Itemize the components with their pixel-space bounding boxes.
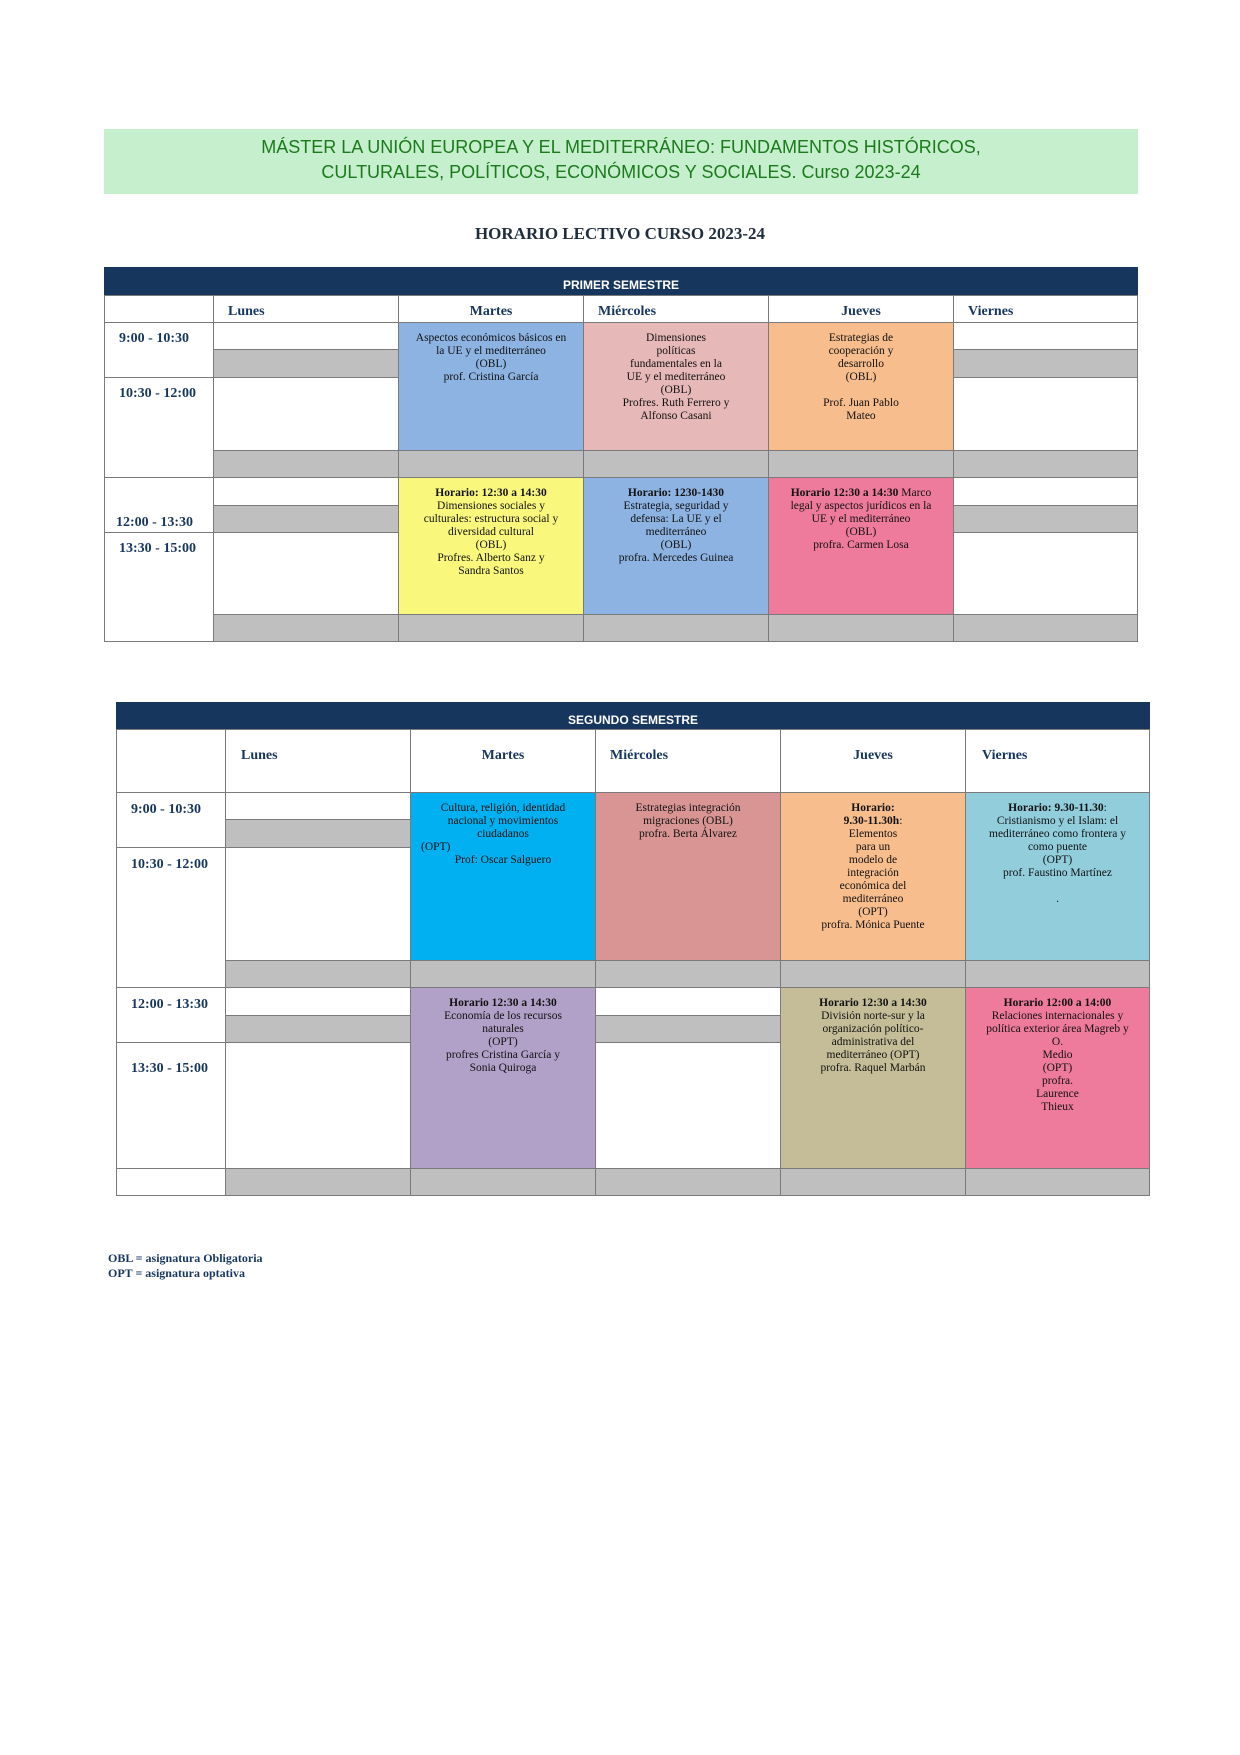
course-schedule: Horario: 12:30 a 14:30 xyxy=(435,487,547,499)
sem1-lunes-break xyxy=(213,505,399,533)
course-line: Estrategia, seguridad y xyxy=(623,500,729,512)
course-marco-legal xyxy=(768,477,954,615)
course-line: Dimensiones sociales y xyxy=(437,500,545,512)
title-line-1: MÁSTER LA UNIÓN EUROPEA Y EL MEDITERRÁNEO: FUNDAMENTOS HISTÓRICOS, xyxy=(261,137,981,157)
course-line: cooperación y xyxy=(828,345,894,357)
sem2-martes-break xyxy=(410,1168,596,1196)
legend-opt: OPT = asignatura optativa xyxy=(108,1266,245,1280)
course-line: para un xyxy=(855,841,891,853)
course-line: culturales: estructura social y xyxy=(423,513,559,525)
course-schedule: Horario 12:00 a 14:00 xyxy=(1003,997,1112,1009)
course-line: profra. Mónica Puente xyxy=(821,919,925,931)
sem1-viernes-break xyxy=(953,614,1138,642)
sem2-lunes-break xyxy=(225,819,411,848)
sem2-lunes-break xyxy=(225,1168,411,1196)
course-title-line xyxy=(775,487,947,500)
course-line: modelo de xyxy=(848,854,898,866)
course-line: . xyxy=(1056,893,1059,905)
sem1-day-lunes: Lunes xyxy=(213,295,399,323)
sem1-time-1200: 12:00 - 13:30 xyxy=(104,477,214,533)
sem2-miercoles-break xyxy=(595,960,781,988)
sem1-lunes-break xyxy=(213,349,399,378)
course-line: económica del xyxy=(839,880,907,892)
sem2-viernes-break xyxy=(965,960,1150,988)
legend-obl: OBL = asignatura Obligatoria xyxy=(108,1251,263,1265)
sem1-title-bar xyxy=(104,267,1138,295)
sem1-miercoles-break xyxy=(583,614,769,642)
sem1-lunes-break xyxy=(213,614,399,642)
sem2-title: SEGUNDO SEMESTRE xyxy=(567,713,699,727)
course-cultura-religion xyxy=(410,792,596,961)
sem2-time-1330: 13:30 - 15:00 xyxy=(116,1042,226,1169)
course-line: Estrategias de xyxy=(828,332,894,344)
sem1-martes-break xyxy=(398,614,584,642)
sem2-martes-break xyxy=(410,960,596,988)
sem1-viernes-slot xyxy=(953,322,1138,350)
course-division-norte-sur xyxy=(780,987,966,1169)
sem1-day-martes: Martes xyxy=(398,295,584,323)
sem1-corner-cell xyxy=(104,295,214,323)
course-line: ciudadanos xyxy=(477,828,529,840)
course-line: naturales xyxy=(482,1023,524,1035)
course-relaciones-internacionales xyxy=(965,987,1150,1169)
course-cristianismo-islam xyxy=(965,792,1150,961)
title-banner xyxy=(104,129,1138,194)
course-line: diversidad cultural xyxy=(448,526,534,538)
sem1-time-1030: 10:30 - 12:00 xyxy=(104,377,214,478)
sem1-lunes-slot xyxy=(213,477,399,506)
course-line: (OBL) xyxy=(845,371,877,383)
course-dimensiones-politicas xyxy=(583,322,769,451)
course-line: administrativa del xyxy=(831,1036,915,1048)
course-line: fundamentales en la xyxy=(630,358,722,370)
course-type: (OPT) xyxy=(421,841,451,853)
sem2-jueves-break xyxy=(780,960,966,988)
sem2-corner-cell xyxy=(116,729,226,793)
sem2-miercoles-slot xyxy=(595,987,781,1016)
title-line-2: CULTURALES, POLÍTICOS, ECONÓMICOS Y SOCIALES. Curso 2023-24 xyxy=(321,162,921,182)
sem1-day-viernes: Viernes xyxy=(953,295,1138,323)
course-line: Marco xyxy=(898,487,932,499)
sem1-jueves-break xyxy=(768,614,954,642)
course-schedule: Horario: 9.30-11.30 xyxy=(1008,802,1104,814)
sem1-time-0900: 9:00 - 10:30 xyxy=(104,322,214,378)
course-line: Estrategias integración xyxy=(635,802,741,814)
course-line: mediterráneo xyxy=(645,526,707,538)
course-schedule: Horario 12:30 a 14:30 xyxy=(790,487,899,499)
sem1-viernes-slot xyxy=(953,477,1138,506)
course-line: Prof. Juan Pablo xyxy=(823,397,899,409)
sem2-lunes-slot xyxy=(225,987,411,1016)
sem2-time-1200: 12:00 - 13:30 xyxy=(116,987,226,1043)
sem2-lunes-slot xyxy=(225,847,411,961)
course-line: profra. Mercedes Guinea xyxy=(618,552,734,564)
course-estrategias-cooperacion xyxy=(768,322,954,451)
sem2-day-viernes: Viernes xyxy=(965,729,1150,793)
course-estrategia-seguridad xyxy=(583,477,769,615)
course-line: profra. Raquel Marbán xyxy=(820,1062,926,1074)
sem2-title-bar xyxy=(116,702,1150,730)
course-estrategias-integracion xyxy=(595,792,781,961)
sem1-viernes-slot xyxy=(953,532,1138,615)
course-line: (OPT) xyxy=(1042,854,1073,866)
sem1-lunes-slot xyxy=(213,377,399,451)
course-economia-recursos xyxy=(410,987,596,1169)
course-line: profra. xyxy=(1042,1075,1073,1087)
course-dimensiones-sociales xyxy=(398,477,584,615)
sem2-jueves-break xyxy=(780,1168,966,1196)
course-line: Mateo xyxy=(846,410,876,422)
course-line: Thieux xyxy=(1041,1101,1074,1113)
course-line: Elementos xyxy=(848,828,898,840)
sem1-jueves-break xyxy=(768,450,954,478)
course-elementos-integracion xyxy=(780,792,966,961)
sem1-time-1330: 13:30 - 15:00 xyxy=(104,532,214,642)
course-line: UE y el mediterráneo xyxy=(626,371,726,383)
sem2-day-lunes: Lunes xyxy=(225,729,411,793)
course-line: políticas xyxy=(656,345,696,357)
sem1-viernes-break xyxy=(953,505,1138,533)
course-line: (OBL) xyxy=(845,526,877,538)
course-line: (OBL) xyxy=(475,539,507,551)
course-schedule: Horario 12:30 a 14:30 xyxy=(819,997,927,1009)
sem1-day-jueves: Jueves xyxy=(768,295,954,323)
sem1-day-miercoles: Miércoles xyxy=(583,295,769,323)
course-line: organización político- xyxy=(822,1023,924,1035)
sem2-lunes-break xyxy=(225,1015,411,1043)
course-line: (OBL) xyxy=(475,358,507,370)
course-line: mediterráneo como frontera y xyxy=(989,828,1126,840)
sem2-time-empty xyxy=(116,1168,226,1196)
course-line: profra. Berta Álvarez xyxy=(638,828,737,840)
course-aspectos-economicos xyxy=(398,322,584,451)
course-line: profres Cristina García y xyxy=(445,1049,560,1061)
sem2-day-jueves: Jueves xyxy=(780,729,966,793)
course-line: Sandra Santos xyxy=(458,565,524,577)
course-line: Sonia Quiroga xyxy=(469,1062,537,1074)
course-line: Medio xyxy=(1042,1049,1073,1061)
course-line: Alfonso Casani xyxy=(640,410,712,422)
sem2-day-miercoles: Miércoles xyxy=(595,729,781,793)
sem1-lunes-break xyxy=(213,450,399,478)
sem1-title: PRIMER SEMESTRE xyxy=(562,278,679,292)
course-line: : xyxy=(899,815,903,827)
sem1-martes-break xyxy=(398,450,584,478)
course-line: Prof: Oscar Salguero xyxy=(454,854,552,866)
course-line: Laurence xyxy=(1036,1088,1079,1100)
sem2-time-0900: 9:00 - 10:30 xyxy=(116,792,226,848)
sem1-lunes-slot xyxy=(213,322,399,350)
sem1-viernes-break xyxy=(953,450,1138,478)
sem2-viernes-break xyxy=(965,1168,1150,1196)
sem1-viernes-slot xyxy=(953,377,1138,451)
course-line: desarrollo xyxy=(838,358,884,370)
schedule-heading: HORARIO LECTIVO CURSO 2023-24 xyxy=(474,224,766,243)
sem1-miercoles-break xyxy=(583,450,769,478)
course-line: (OPT) xyxy=(488,1036,518,1048)
course-title-line xyxy=(972,802,1143,815)
course-line: (OPT) xyxy=(858,906,888,918)
course-line: Aspectos económicos básicos en xyxy=(415,332,567,344)
sem2-lunes-slot xyxy=(225,792,411,820)
course-line: nacional y movimientos xyxy=(447,815,559,827)
course-line: Cultura, religión, identidad xyxy=(440,802,566,814)
course-line: UE y el mediterráneo xyxy=(811,513,911,525)
course-line: (OPT) xyxy=(1042,1062,1073,1074)
course-line xyxy=(972,880,1143,893)
course-line: Economía de los recursos xyxy=(444,1010,562,1022)
course-line: mediterráneo (OPT) xyxy=(826,1049,920,1061)
course-line: Profres. Ruth Ferrero y xyxy=(622,397,730,409)
course-line: Relaciones internacionales y xyxy=(991,1010,1124,1022)
course-title-line xyxy=(787,815,959,828)
course-line: migraciones (OBL) xyxy=(643,815,733,827)
course-schedule: Horario: 1230-1430 xyxy=(627,487,725,499)
sem1-lunes-slot xyxy=(213,532,399,615)
course-line: integración xyxy=(847,867,899,879)
course-line xyxy=(775,384,947,397)
course-line: Cristianismo y el Islam: el xyxy=(996,815,1119,827)
course-line: mediterráneo xyxy=(842,893,904,905)
course-line: como puente xyxy=(1027,841,1088,853)
course-line: prof. Cristina García xyxy=(443,371,539,383)
sem2-miercoles-slot xyxy=(595,1042,781,1169)
sem2-miercoles-break xyxy=(595,1015,781,1043)
course-line: la UE y el mediterráneo xyxy=(436,345,546,357)
sem1-viernes-break xyxy=(953,349,1138,378)
course-schedule: Horario: xyxy=(851,802,895,814)
course-line: profra. Carmen Losa xyxy=(813,539,909,551)
course-schedule: 9.30-11.30h xyxy=(843,815,900,827)
course-line: Dimensiones xyxy=(645,332,707,344)
sem2-miercoles-break xyxy=(595,1168,781,1196)
course-line: (OBL) xyxy=(660,539,692,551)
course-line: Profres. Alberto Sanz y xyxy=(437,552,545,564)
course-line: : xyxy=(1103,802,1107,814)
course-line: División norte-sur y la xyxy=(821,1010,925,1022)
sem2-time-1030: 10:30 - 12:00 xyxy=(116,847,226,988)
sem2-lunes-break xyxy=(225,960,411,988)
course-line: legal y aspectos jurídicos en la xyxy=(790,500,932,512)
course-line: prof. Faustino Martínez xyxy=(1003,867,1112,879)
course-line: política exterior área Magreb y xyxy=(986,1023,1129,1035)
sem2-lunes-slot xyxy=(225,1042,411,1169)
course-line: O. xyxy=(1051,1036,1064,1048)
course-line: defensa: La UE y el xyxy=(630,513,722,525)
course-line: (OBL) xyxy=(660,384,692,396)
sem2-day-martes: Martes xyxy=(410,729,596,793)
course-schedule: Horario 12:30 a 14:30 xyxy=(449,997,557,1009)
